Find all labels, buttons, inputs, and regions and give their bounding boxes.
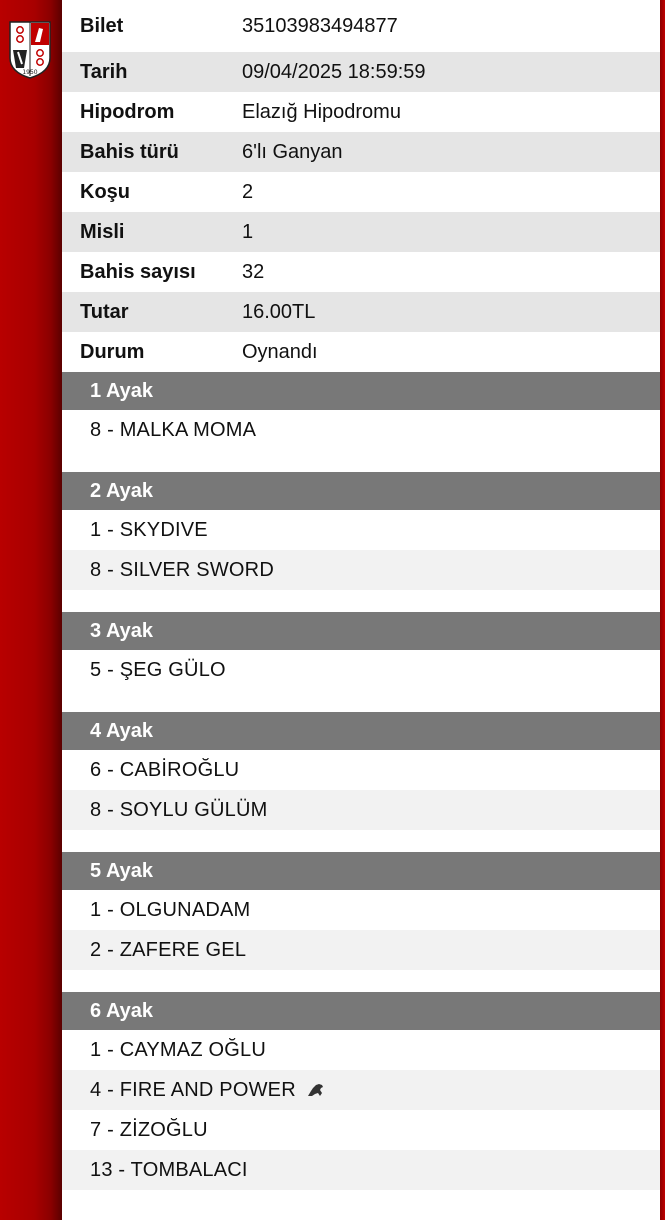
ticket-detail	[62, 0, 660, 1190]
horse-row	[62, 790, 660, 830]
leg-spacer	[62, 450, 660, 472]
horse-row	[62, 1110, 660, 1150]
leg-header: 2 Ayak	[62, 472, 660, 510]
horse-row	[62, 890, 660, 930]
info-row-koşu	[62, 172, 660, 212]
leg-section	[62, 712, 660, 852]
horse-name: 2 - ZAFERE GEL	[90, 938, 247, 961]
leg-section	[62, 612, 660, 712]
info-row-misli	[62, 212, 660, 252]
horse-row	[62, 650, 660, 690]
info-label: Misli	[80, 220, 125, 243]
info-value: Oynandı	[242, 340, 318, 363]
horse-name: 4 - FIRE AND POWER	[90, 1078, 296, 1101]
club-logo	[6, 20, 54, 80]
horse-name: 8 - SILVER SWORD	[90, 558, 274, 581]
info-row-bilet	[62, 0, 660, 52]
info-row-tutar	[62, 292, 660, 332]
info-value: 1	[242, 220, 254, 243]
info-label: Hipodrom	[80, 100, 175, 123]
info-value: Elazığ Hipodromu	[242, 100, 401, 123]
horse-name: 6 - CABİROĞLU	[90, 758, 240, 781]
leg-header: 6 Ayak	[62, 992, 660, 1030]
horse-row	[62, 410, 660, 450]
leg-header: 3 Ayak	[62, 612, 660, 650]
info-label: Bahis türü	[80, 140, 179, 163]
info-value: 16.00TL	[242, 300, 316, 323]
info-label: Bilet	[80, 14, 124, 37]
horse-name: 1 - SKYDIVE	[90, 518, 208, 541]
info-value: 32	[242, 260, 265, 283]
horse-row	[62, 1150, 660, 1190]
info-value: 09/04/2025 18:59:59	[242, 60, 426, 83]
horse-name: 8 - MALKA MOMA	[90, 418, 257, 441]
horse-row	[62, 510, 660, 550]
info-row-bahis-türü	[62, 132, 660, 172]
leg-spacer	[62, 590, 660, 612]
leg-section	[62, 852, 660, 992]
horse-name: 1 - CAYMAZ OĞLU	[90, 1038, 266, 1061]
leg-section	[62, 472, 660, 612]
horse-name: 13 - TOMBALACI	[90, 1158, 248, 1181]
leg-spacer	[62, 970, 660, 992]
info-row-durum	[62, 332, 660, 372]
info-label: Bahis sayısı	[80, 260, 196, 283]
info-label: Koşu	[80, 180, 130, 203]
horse-row	[62, 930, 660, 970]
leg-header: 5 Ayak	[62, 852, 660, 890]
horse-row	[62, 1030, 660, 1070]
info-value: 35103983494877	[242, 14, 398, 37]
legs-list	[62, 372, 660, 1190]
info-row-bahis-sayısı	[62, 252, 660, 292]
horse-name: 5 - ŞEG GÜLO	[90, 658, 226, 681]
leg-section	[62, 992, 660, 1190]
horse-row	[62, 1070, 660, 1110]
info-label: Tutar	[80, 300, 129, 323]
horse-icon	[306, 1082, 326, 1098]
info-label: Durum	[80, 340, 145, 363]
right-brand-bar	[660, 0, 665, 1220]
info-row-hipodrom	[62, 92, 660, 132]
leg-section	[62, 372, 660, 472]
horse-name: 8 - SOYLU GÜLÜM	[90, 798, 268, 821]
horse-row	[62, 550, 660, 590]
info-row-tarih	[62, 52, 660, 92]
info-value: 2	[242, 180, 254, 203]
svg-text:1950: 1950	[22, 69, 38, 76]
horse-name: 1 - OLGUNADAM	[90, 898, 251, 921]
horse-row	[62, 750, 660, 790]
leg-header: 4 Ayak	[62, 712, 660, 750]
leg-spacer	[62, 830, 660, 852]
info-label: Tarih	[80, 60, 128, 83]
leg-header: 1 Ayak	[62, 372, 660, 410]
info-value: 6'lı Ganyan	[242, 140, 343, 163]
leg-spacer	[62, 690, 660, 712]
horse-name: 7 - ZİZOĞLU	[90, 1118, 208, 1141]
ticket-info-table	[62, 0, 660, 372]
left-brand-bar	[0, 0, 62, 1220]
